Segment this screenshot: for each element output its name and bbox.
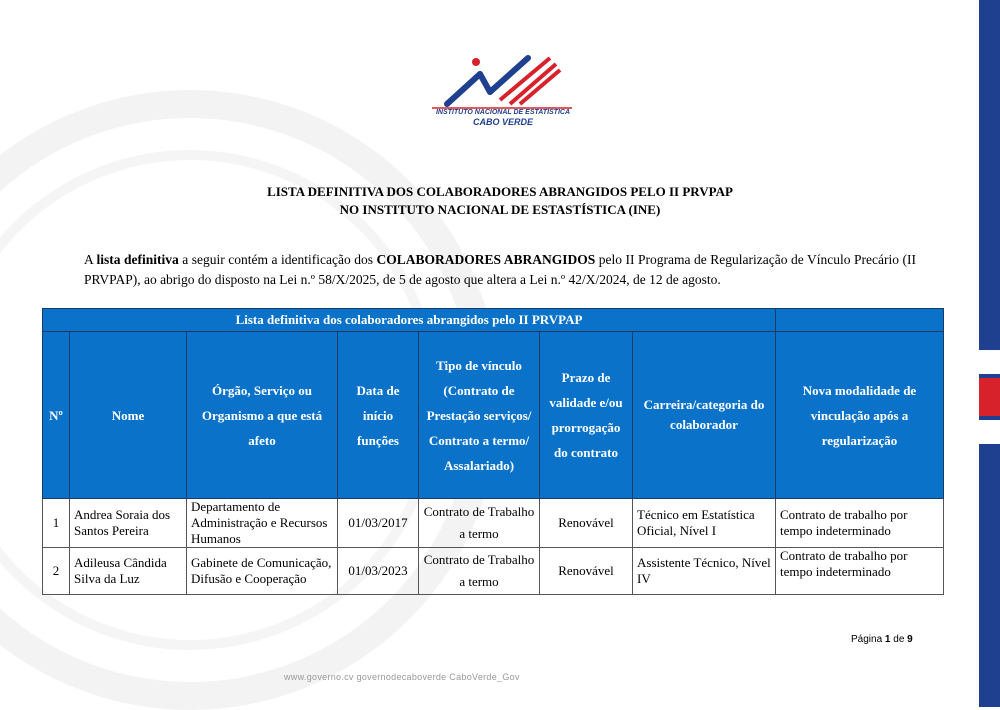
cell-validity: Renovável	[540, 499, 633, 548]
table-caption: Lista definitiva dos colaboradores abrangidos pelo II PRVPAP	[43, 309, 776, 332]
cell-contract-type: Contrato de Trabalho a termo	[419, 499, 540, 548]
header-validity: Prazo de validade e/ou prorrogação do contrato	[540, 332, 633, 499]
header-organ: Órgão, Serviço ou Organismo a que está afeto	[187, 332, 338, 499]
page-current: 1	[884, 634, 891, 645]
intro-paragraph	[84, 250, 916, 290]
intro-text-3: pelo II Programa de Regularização de Vínculo Precário (II PRVPAP), ao abrigo do disposto na Lei n.º 58/X/2025, de 5 de agosto que altera a Lei n.º 42/X/2024, de 12 de agosto.	[84, 252, 916, 287]
cell-start-date: 01/03/2017	[338, 499, 419, 548]
title-line-1: LISTA DEFINITIVA DOS COLABORADORES ABRANGIDOS PELO II PRVPAP	[267, 184, 733, 199]
cell-organ: Gabinete de Comunicação, Difusão e Cooperação	[187, 548, 338, 595]
footer-social-links: www.governo.cv governodecaboverde CaboVerde_Gov	[284, 672, 520, 682]
page-total: 9	[907, 634, 913, 645]
side-flag-white-stripe-2	[979, 420, 1000, 444]
cell-contract-type: Contrato de Trabalho a termo	[419, 548, 540, 595]
cell-career: Assistente Técnico, Nível IV	[633, 548, 776, 595]
side-flag-red-stripe	[979, 378, 1000, 416]
table-header-row	[43, 332, 944, 499]
header-name: Nome	[70, 332, 187, 499]
intro-text-1: A	[84, 252, 97, 267]
document-title	[0, 183, 1000, 219]
cell-number: 2	[43, 548, 70, 595]
page-number	[851, 634, 913, 645]
cell-validity: Renovável	[540, 548, 633, 595]
page-prefix: Página	[851, 634, 885, 645]
table-caption-empty	[776, 309, 944, 332]
intro-text-2: a seguir contém a identificação dos	[178, 252, 377, 267]
side-flag-white-stripe	[979, 350, 1000, 374]
header-new-modality: Nova modalidade de vinculação após a regularização	[776, 332, 944, 499]
cell-new-modality: Contrato de trabalho por tempo indeterminado	[776, 548, 944, 595]
cell-number: 1	[43, 499, 70, 548]
logo-text-country: CABO VERDE	[472, 117, 533, 127]
cell-name: Adileusa Cândida Silva da Luz	[70, 548, 187, 595]
header-start-date: Data de início funções	[338, 332, 419, 499]
table-caption-row	[43, 309, 944, 332]
logo-text-institute: INSTITUTO NACIONAL DE ESTATÍSTICA	[435, 109, 571, 116]
collaborators-table	[42, 308, 944, 595]
page-mid: de	[890, 634, 908, 645]
cell-career: Técnico em Estatística Oficial, Nível I	[633, 499, 776, 548]
header-number: Nº	[43, 332, 70, 499]
intro-bold-1: lista definitiva	[96, 252, 179, 267]
cell-start-date: 01/03/2023	[338, 548, 419, 595]
header-contract-type: Tipo de vínculo (Contrato de Prestação serviços/ Contrato a termo/ Assalariado)	[419, 332, 540, 499]
cell-name: Andrea Soraia dos Santos Pereira	[70, 499, 187, 548]
intro-bold-2: COLABORADORES ABRANGIDOS	[376, 252, 596, 267]
cell-organ: Departamento de Administração e Recursos Humanos	[187, 499, 338, 548]
table-row	[43, 499, 944, 548]
cell-new-modality: Contrato de trabalho por tempo indeterminado	[776, 499, 944, 548]
table-row	[43, 548, 944, 595]
title-line-2: NO INSTITUTO NACIONAL DE ESTASTÍSTICA (INE)	[339, 202, 661, 217]
header-career: Carreira/categoria do colaborador	[633, 332, 776, 499]
